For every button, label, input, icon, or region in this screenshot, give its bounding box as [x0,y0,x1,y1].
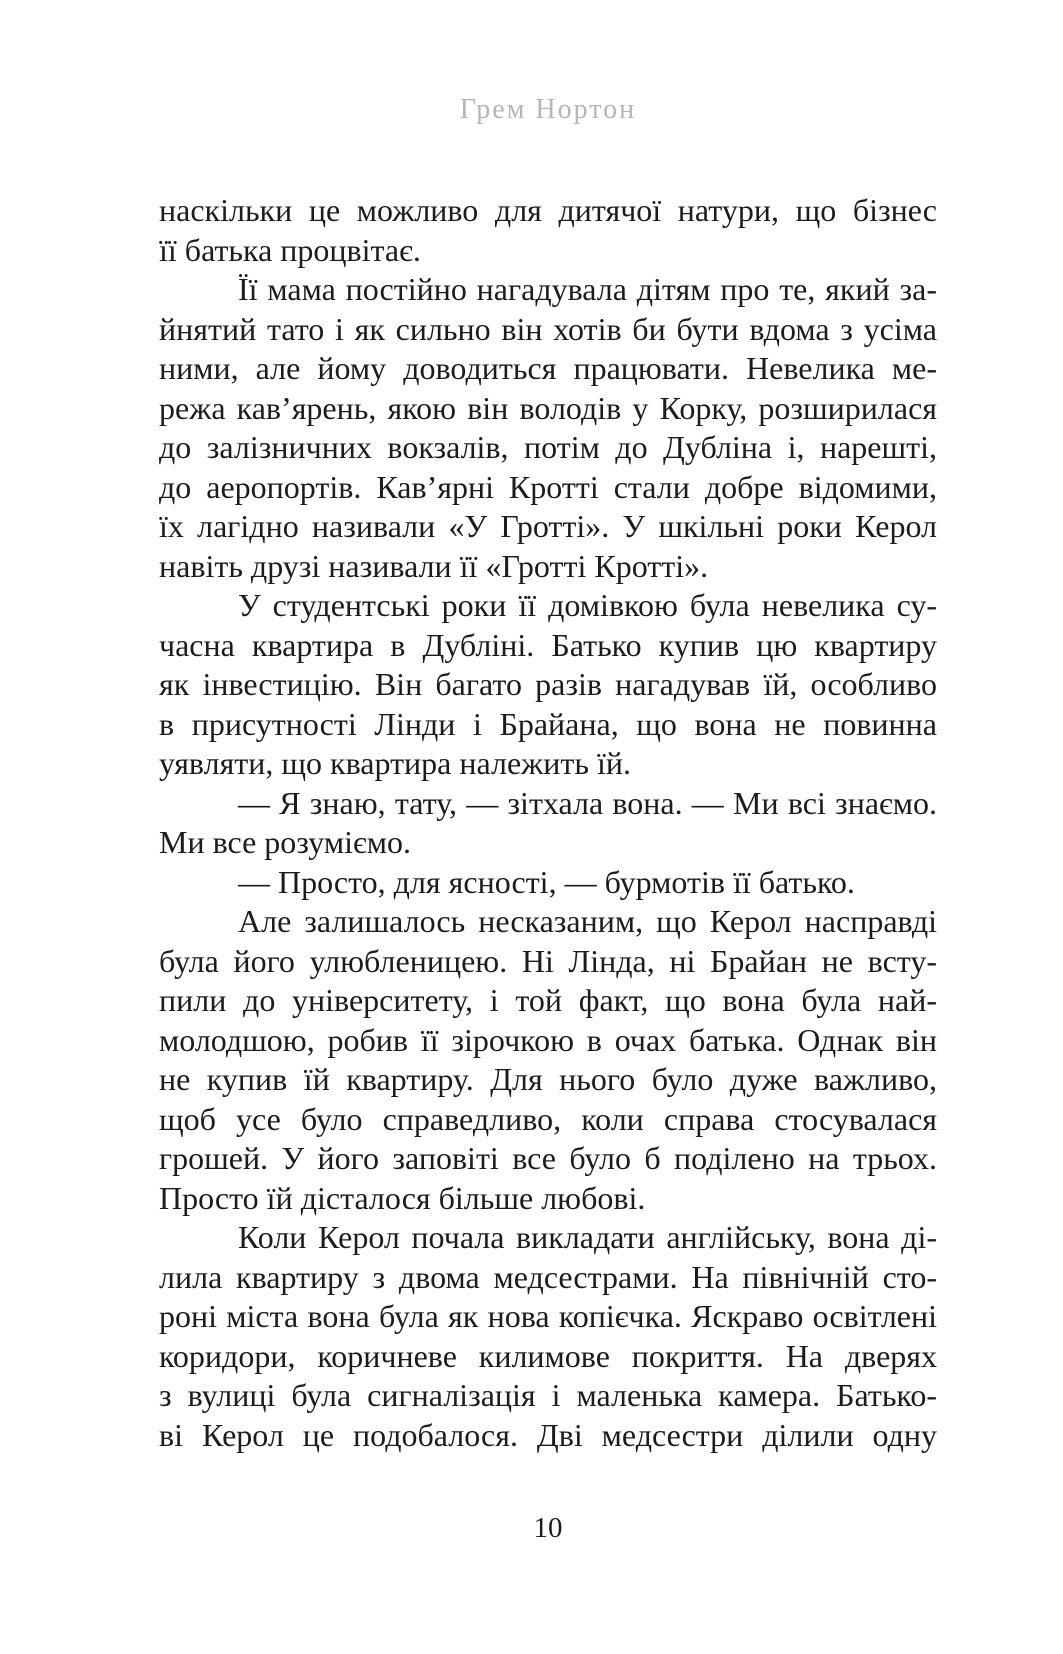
text-line: молодшою, робив її зірочкою в очах батька. Однак він [159,1021,937,1058]
paragraph [159,1218,937,1455]
text-line: щоб усе було справедливо, коли справа стосувалася [159,1100,937,1137]
paragraph [159,784,937,863]
text-line: в присутності Лінди і Брайана, що вона не повинна [159,705,937,742]
text-line: не купив їй квартиру. Для нього було дуже важливо, [159,1061,937,1097]
text-line: йнятий тато і як сильно він хотів би бути вдома з усіма [159,310,937,347]
text-line: Просто їй дісталося більше любові. [159,1179,646,1216]
text-line: ними, але йому доводиться працювати. Невелика ме- [159,350,937,386]
text-line: пили до університету, і той факт, що вона була най- [159,982,937,1018]
text-line: Але залишалось несказаним, що Керол насправді [238,903,937,939]
text-line: Її мама постійно нагадувала дітям про те, який за- [238,271,937,307]
text-line: Ми все розуміємо. [159,824,411,860]
text-line: до аеропортів. Кав’ярні Кротті стали добре відомими, [159,468,937,505]
text-line: — Просто, для ясності, — бурмотів її батько. [238,863,855,900]
text-line: коридори, коричневе килимове покриття. На дверях [159,1337,937,1374]
paragraph [159,270,937,586]
text-line: грошей. У його заповіті все було б поділено на трьох. [159,1140,937,1176]
text-line: режа кав’ярень, якою він володів у Корку, розширилася [159,389,937,426]
text-line: уявляти, що квартира належить їй. [159,745,631,781]
text-line: лила квартиру з двома медсестрами. На північній сто- [159,1258,937,1295]
text-line: наскільки це можливо для дитячої натури, що бізнес [159,192,937,228]
text-line: до залізничних вокзалів, потім до Дубліна і, нарешті, [159,429,937,465]
text-line: роні міста вона була як нова копієчка. Яскраво освітлені [159,1298,937,1334]
text-line: з вулиці була сигналізація і маленька камера. Батько- [159,1377,937,1413]
paragraph [159,586,937,784]
running-head: Грем Нортон [459,94,637,125]
paragraph [159,191,937,270]
page-number: 10 [533,1512,563,1544]
text-line: часна квартира в Дубліні. Батько купив цю квартиру [159,626,937,663]
text-line: Коли Керол почала викладати англійську, вона ді- [238,1219,937,1255]
text-line: ві Керол це подобалося. Дві медсестри ділили одну [159,1416,937,1453]
paragraph [159,902,937,1218]
text-line: У студентські роки її домівкою була невелика су- [238,587,937,623]
text-line: її батька процвітає. [159,231,421,268]
text-line: навіть друзі називали її «Гротті Кротті». [159,547,709,584]
text-line: як інвестицію. Він багато разів нагадував їй, особливо [159,666,937,702]
text-block [159,191,937,1455]
text-line: була його улюбленицею. Ні Лінда, ні Брайан не всту- [159,942,937,979]
paragraph [159,863,937,903]
text-line: — Я знаю, тату, — зітхала вона. — Ми всі знаємо. [238,784,937,821]
text-line: їх лагідно називали «У Гротті». У шкільні роки Керол [159,508,937,544]
